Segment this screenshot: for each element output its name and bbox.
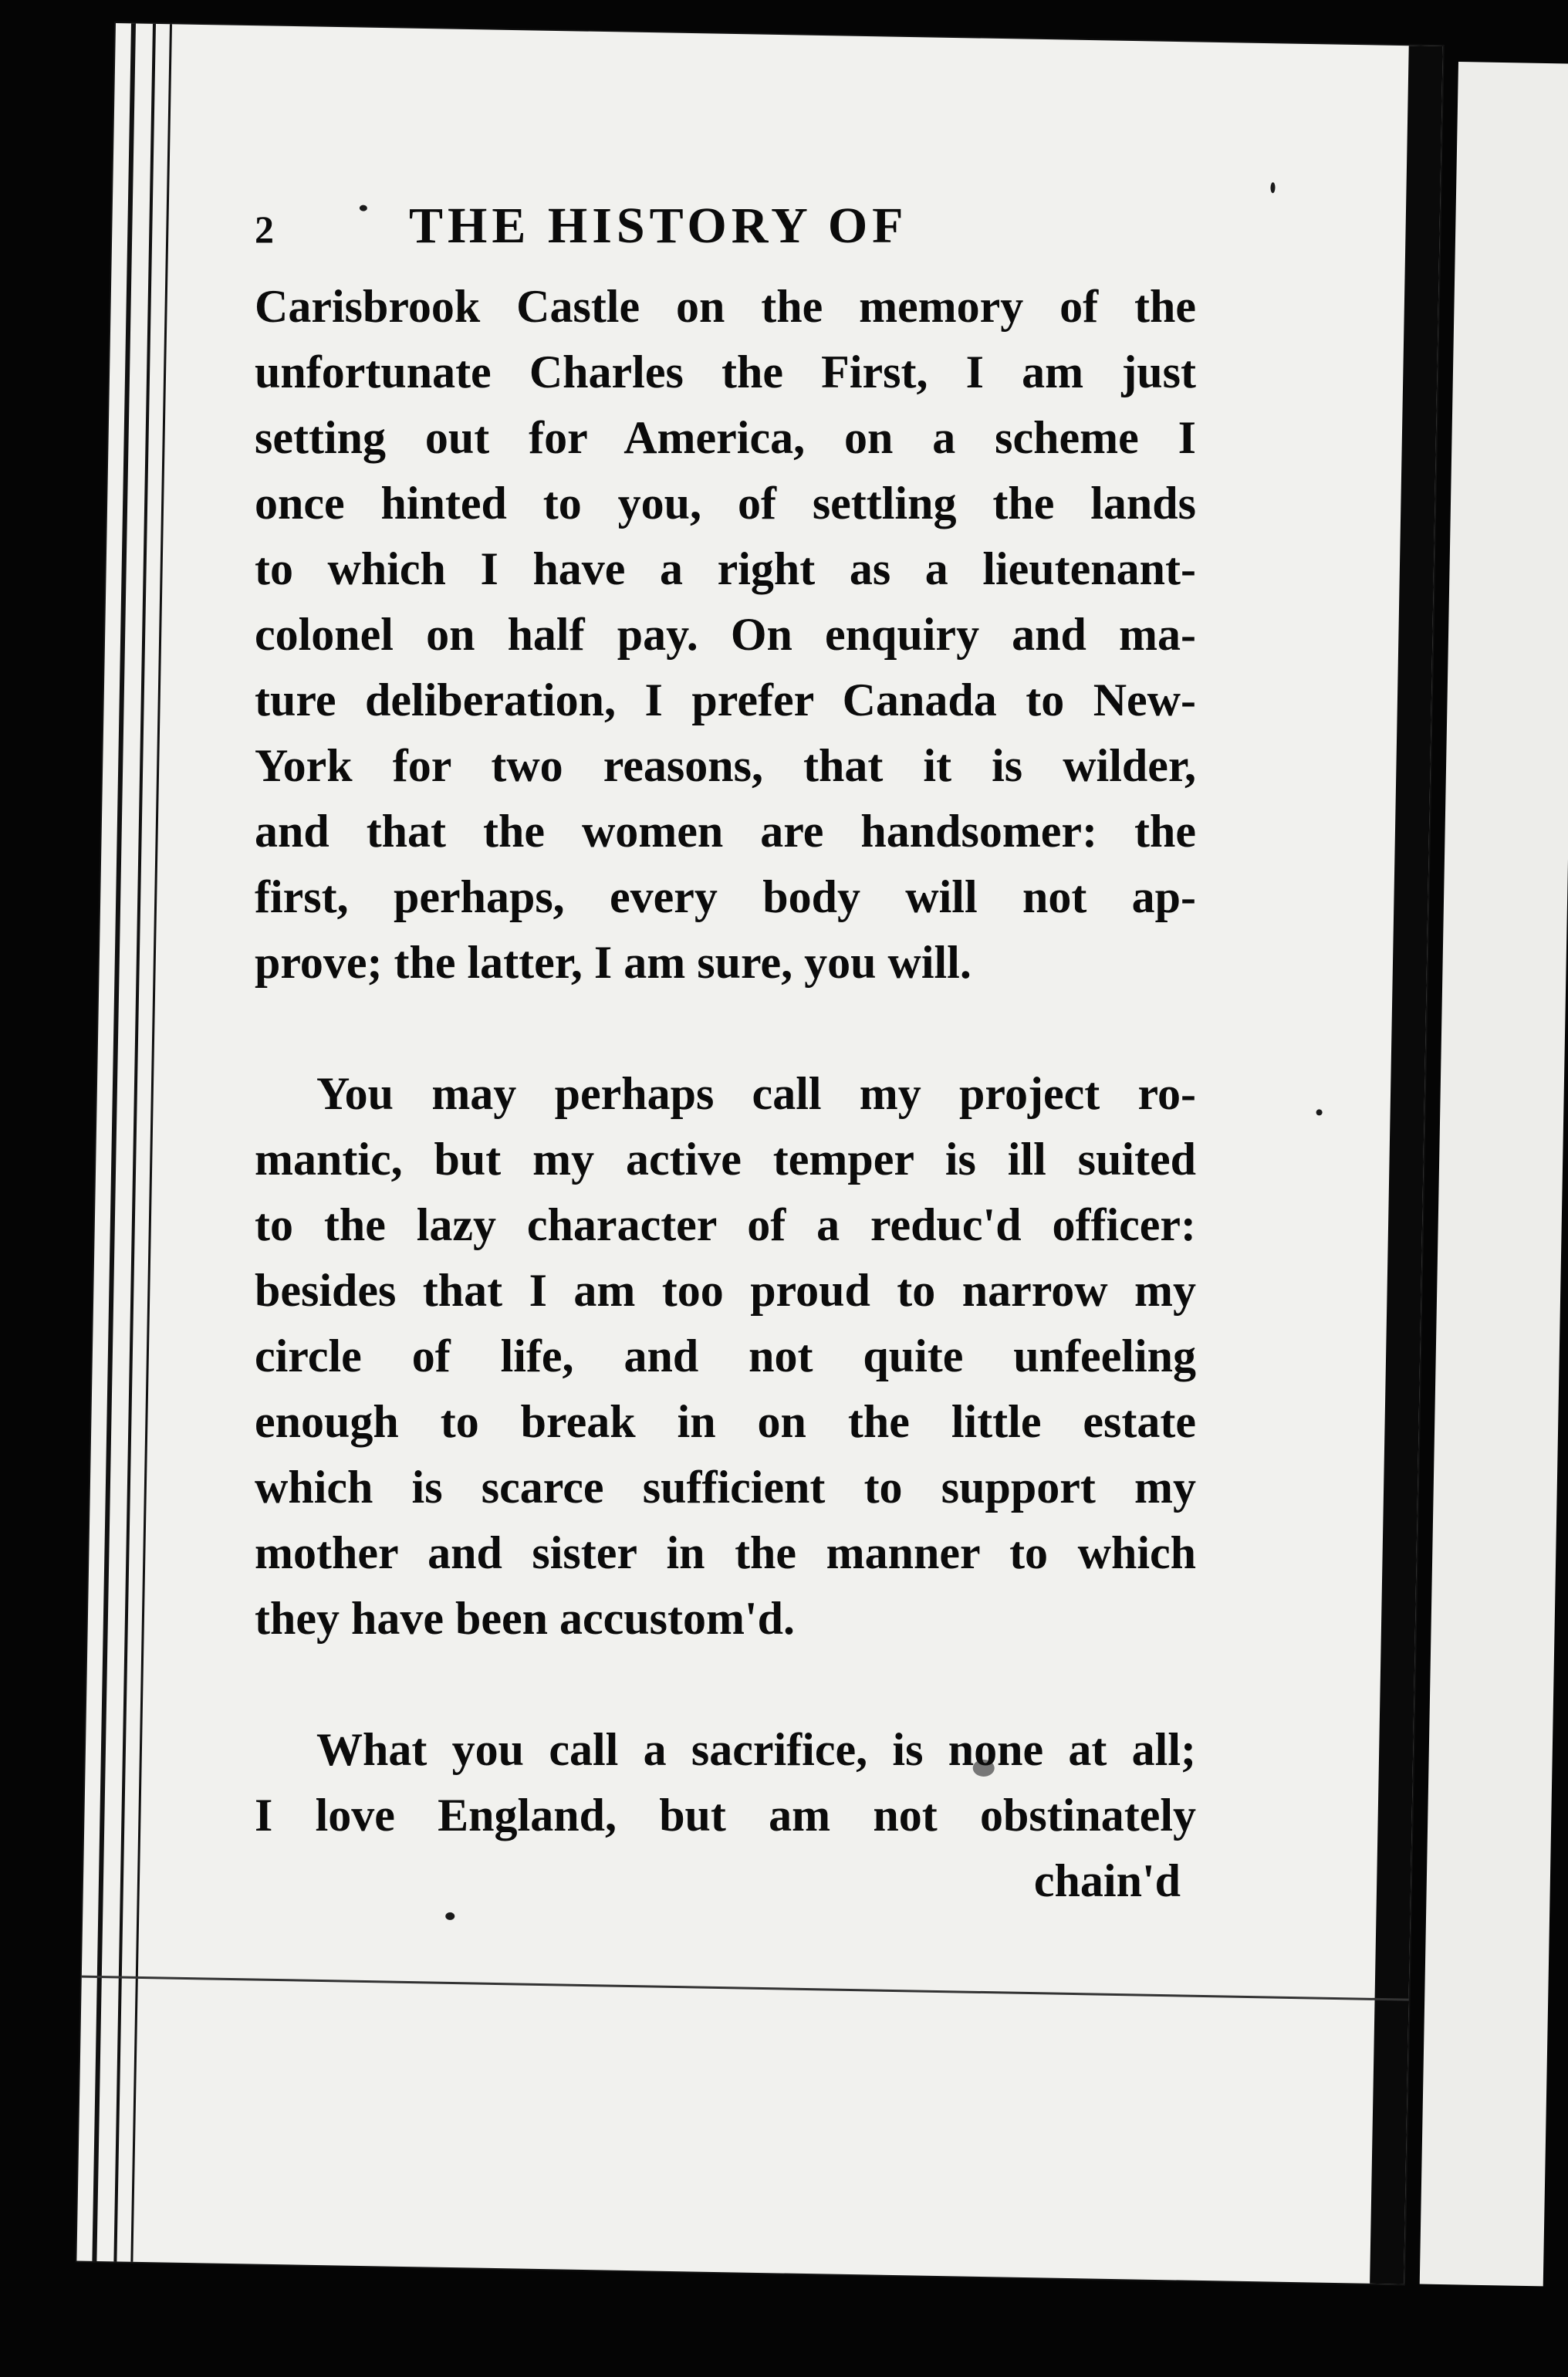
text-line: I love England, but am not obstinately bbox=[255, 1790, 1196, 1841]
ink-speck bbox=[1316, 1109, 1323, 1115]
text-line: You may perhaps call my project ro- bbox=[316, 1068, 1196, 1119]
text-line: What you call a sacrifice, is none at all; bbox=[316, 1724, 1196, 1775]
text-line: mother and sister in the manner to which bbox=[255, 1527, 1196, 1578]
gutter-rule bbox=[130, 24, 172, 2262]
text-line: to which I have a right as a lieutenant- bbox=[255, 543, 1196, 594]
running-title: THE HISTORY OF bbox=[409, 198, 908, 254]
page-number: 2 bbox=[255, 208, 274, 251]
text-line: to the lazy character of a reduc'd officer: bbox=[255, 1199, 1196, 1250]
text-line: circle of life, and not quite unfeeling bbox=[255, 1331, 1196, 1381]
paragraph-spacing bbox=[255, 1652, 1196, 1717]
text-line: ture deliberation, I prefer Canada to New- bbox=[255, 675, 1196, 725]
text-line: and that the women are handsomer: the bbox=[255, 806, 1196, 857]
paragraph-spacing bbox=[255, 996, 1196, 1061]
paragraph bbox=[255, 1717, 1196, 1848]
text-line: setting out for America, on a scheme I bbox=[255, 412, 1196, 463]
text-line: Carisbrook Castle on the memory of the bbox=[255, 281, 1196, 332]
bottom-rule bbox=[82, 1976, 1409, 2001]
text-line: colonel on half pay. On enquiry and ma- bbox=[255, 609, 1196, 660]
facing-page-edge bbox=[1420, 62, 1568, 2286]
text-line: which is scarce sufficient to support my bbox=[255, 1462, 1196, 1513]
gutter-rule bbox=[92, 23, 136, 2261]
text-line: prove; the latter, I am sure, you will. bbox=[255, 937, 972, 988]
text-line: York for two reasons, that it is wilder, bbox=[255, 740, 1196, 791]
text-line: besides that I am too proud to narrow my bbox=[255, 1265, 1196, 1316]
text-line: unfortunate Charles the First, I am just bbox=[255, 347, 1196, 397]
text-line: they have been accustom'd. bbox=[255, 1593, 795, 1644]
catchword: chain'd bbox=[1033, 1855, 1181, 1906]
page-text bbox=[255, 197, 1196, 1914]
ink-speck bbox=[1270, 182, 1275, 193]
text-line: mantic, but my active temper is ill suited bbox=[255, 1134, 1196, 1185]
paragraph bbox=[255, 1061, 1196, 1652]
paragraph bbox=[255, 274, 1196, 996]
text-line: once hinted to you, of settling the lands bbox=[255, 478, 1196, 529]
running-head bbox=[255, 197, 1196, 274]
text-line: enough to break in on the little estate bbox=[255, 1396, 1196, 1447]
text-line: first, perhaps, every body will not ap- bbox=[255, 871, 1196, 922]
